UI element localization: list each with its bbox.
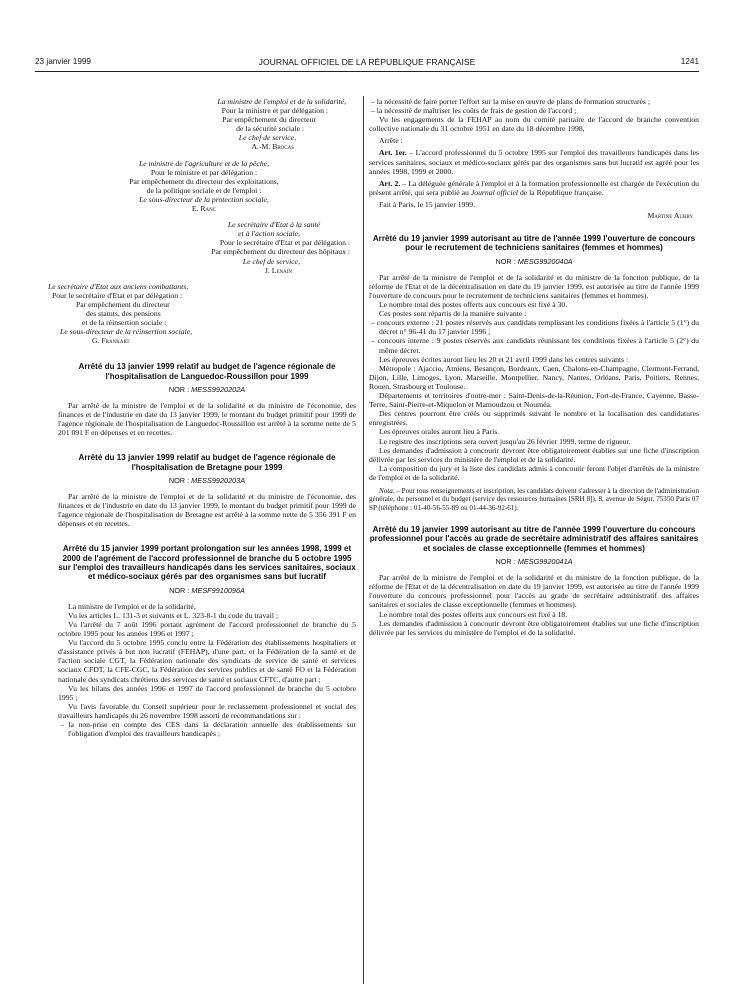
sig-line: Pour la ministre et par délégation :: [221, 106, 328, 116]
sig-name: E. Ranc: [191, 204, 217, 214]
sig-line: Le chef de service,: [238, 133, 296, 143]
paragraph: Le registre des inscriptions sera ouvert jusqu'au 26 février 1999, terme de rigueur.: [379, 436, 631, 446]
article-title: Arrêté du 13 janvier 1999 relatif au budget de l'agence régionale de l'hospitalisation de Bretagne pour 1999: [78, 453, 336, 472]
nor-label: NOR :: [169, 585, 190, 595]
nota-text: – Pour tous renseignements et inscription, les candidats doivent s'adresser à la direction de l'administration générale, du personnel et du budget (service des ressources humaines [SRH 8]), 8, avenue de Ségur, 75350 Paris 07 SP (téléphone : 01-40-56-55-89 ou 01-44-36-92-61).: [369, 486, 699, 512]
paragraph: Le nombre total des postes offerts aux concours est fixé à 30.: [379, 300, 568, 310]
article-2: [369, 179, 699, 197]
paragraph: Vu l'accord du 5 octobre 1995 conclu entre la Fédération des établissements hospitaliers et d'assistance privés à but non lucratif (FEHAP), d'une part, et la Fédération de la santé et de l'action sociale CGT, la Fédération nationale des syndicats de service de santé et services sociaux CFDT, la CFE-CGC, la Fédération des services publics et de santé FO et la Fédération nationale des syndicats chrétiens des services de santé et sociaux CFTC, d'autre part ;: [58, 638, 356, 684]
paragraph: Ces postes sont répartis de la manière suivante :: [379, 309, 527, 319]
nor-label: NOR :: [495, 256, 516, 266]
paragraph: Vu l'arrêté du 7 août 1996 portant agrément de l'accord professionnel de branche du 5 octobre 1995 pour les années 1996 et 1997 ;: [58, 619, 356, 639]
nor-code: MESG9920041A: [517, 557, 573, 567]
left-column: [48, 97, 356, 739]
nor-reference: [369, 557, 699, 566]
paragraph: Vu les articles L. 131-3 et suivants et L. 323-8-1 du code du travail ;: [68, 610, 279, 620]
sig-name: J. Lenain: [264, 265, 292, 275]
nor-reference: [58, 586, 356, 595]
sig-line: et à l'action sociale,: [238, 229, 300, 239]
sig-line: Le sous-directeur de la réinsertion sociale,: [60, 327, 193, 337]
article-title: Arrêté du 19 janvier 1999 autorisant au titre de l'année 1999 l'ouverture de concours pour le recrutement de techniciens sanitaires (femmes et hommes): [372, 234, 696, 253]
journal-officiel-italic: Journal officiel: [470, 187, 519, 197]
sig-line: Par empêchement du directeur des hôpitaux :: [211, 247, 350, 257]
nota-note: [369, 487, 699, 512]
sig-line: Pour le ministre et par délégation :: [150, 167, 258, 177]
sig-line: des statuts, des pensions: [86, 308, 161, 318]
signature-block-emploi: [58, 97, 356, 152]
paragraph: Vu les engagements de la FEHAP au nom du comité paritaire de l'accord de branche convention collective nationale du 31 octobre 1951 en date du 18 décembre 1998,: [369, 115, 699, 134]
nor-code: MESS9920203A: [191, 476, 246, 485]
paragraph: Vu l'avis favorable du Conseil supérieur pour le reclassement professionnel et social des travailleurs handicapés du 26 novembre 1998 assorti de recommandations sur :: [58, 701, 356, 720]
article-title: Arrêté du 19 janvier 1999 autorisant au titre de l'année 1999 l'ouverture du concours professionnel pour l'accès au grade de secrétaire administratif des affaires sanitaires et sociales de classe exceptionnelle (femmes et hommes): [369, 525, 699, 553]
sig-name: A.-M. Brocas: [251, 142, 294, 152]
column-divider: [363, 96, 364, 984]
sig-line: Le sous-directeur de la protection sociale,: [139, 194, 269, 204]
sig-line: et de la réinsertion sociale :: [82, 318, 167, 328]
running-header: [35, 57, 699, 71]
sig-line: Par empêchement du directeur: [222, 115, 316, 125]
sig-line: Le secrétaire d'Etat aux anciens combattants,: [48, 281, 189, 291]
paragraph: Les épreuves écrites auront lieu les 20 et 21 avril 1999 dans les centres suivants :: [379, 354, 629, 364]
signature-name: Martine Aubry: [647, 211, 693, 221]
article-label: Art. 2.: [379, 178, 401, 188]
article-1: [369, 148, 699, 175]
signature-block-agriculture: [52, 159, 356, 214]
sig-name: G. Frankart: [92, 336, 130, 346]
article-title: Arrêté du 13 janvier 1999 relatif au budget de l'agence régionale de l'hospitalisation de Languedoc-Roussillon pour 1999: [78, 362, 336, 381]
nor-code: MESF9910096A: [191, 585, 245, 595]
article-title: Arrêté du 15 janvier 1999 portant prolongation sur les années 1998, 1999 et 2000 de l'agrément de l'accord professionnel de branche du 5 octobre 1995 sur l'emploi des travailleurs handicapés dans les services sanitaires, sociaux et médico-sociaux gérés par des organismes sans but lucratif: [58, 544, 356, 582]
paragraph: Départements et territoires d'outre-mer : Saint-Denis-de-la-Réunion, Fort-de-France, Cayenne, Basse-Terre, Saint-Pierre-et-Miquelon et Mamoudzou et Nouméa.: [369, 391, 699, 410]
paragraph: Par arrêté de la ministre de l'emploi et de la solidarité et du ministre de la fonction publique, de la réforme de l'Etat et de la décentralisation en date du 19 janvier 1999, est autorisée au titre de l'année 1999 l'ouverture du concours professionnel pour l'accès au grade de secrétaire administratif des affaires sanitaires et sociales de classe exceptionnelle (femmes et hommes).: [369, 573, 699, 610]
arrete-label: Arrête :: [379, 136, 403, 146]
sig-line: Pour le secrétaire d'Etat et par délégation :: [219, 238, 350, 248]
paragraph: Les demandes d'admission à concourir devront être obligatoirement établies sur une fiche d'inscription délivrée par les services du ministère de l'emploi et de la solidarité.: [369, 618, 699, 637]
paragraph: Par arrêté de la ministre de l'emploi et de la solidarité et du ministre de la fonction publique, de la réforme de l'Etat et de la décentralisation en date du 19 janvier 1999, est autorisée au titre de l'année 1999 l'ouverture de concours pour le recrutement de techniciens sanitaires (femmes et hommes).: [369, 272, 699, 300]
nor-code: MESS9920202A: [191, 384, 246, 394]
paragraph: La ministre de l'emploi et de la solidarité,: [68, 601, 196, 611]
nota-label: Nota.: [379, 486, 395, 495]
paragraph: Des centres pourront être créés ou supprimés suivant le nombre et la localisation des candidatures enregistrées.: [369, 409, 699, 428]
nor-code: MESG9920040A: [517, 256, 573, 266]
list-item: – la non-prise en compte des CES dans la déclaration annuelle des établissements sur l'obligation d'emploi des travailleurs handicapés ;: [60, 719, 356, 739]
nor-label: NOR :: [168, 476, 190, 485]
list-item: – concours interne : 9 postes réservés aux candidats réunissant les conditions fixées à l'article 5 (2°) du même décret.: [371, 336, 699, 355]
sig-line: Par empêchement du directeur: [76, 299, 170, 309]
article-label: Art. 1er.: [379, 148, 407, 158]
sig-line: Le chef de service,: [242, 256, 300, 266]
header-rule: [35, 71, 699, 72]
list-item: – la nécessité de maîtriser les coûts de frais de gestion de l'accord ;: [371, 106, 577, 116]
header-page-number: 1241: [680, 57, 699, 66]
article-text: – La déléguée générale à l'emploi et à la formation professionnelle est chargée de l'exécution du présent arrêté, qui sera publié au: [369, 178, 700, 197]
article-body: Par arrêté de la ministre de l'emploi et de la solidarité et du ministre de l'économie, des finances et de l'industrie en date du 13 janvier 1999, le montant du budget primitif pour 1999 de l'agence régionale de l'hospitalisation de Languedoc-Roussillon est arrêté à la somme nette de 5 201 091 F en dépenses et en recettes.: [58, 401, 356, 438]
header-date: 23 janvier 1999: [35, 57, 91, 66]
sig-line: La ministre de l'emploi et de la solidarité,: [217, 97, 346, 106]
paragraph: Les épreuves orales auront lieu à Paris.: [379, 427, 500, 437]
paragraph: La composition du jury et la liste des candidats admis à concourir feront l'objet d'arrêtés de la ministre de l'emploi et de la solidarité.: [369, 463, 699, 482]
fait-line: Fait à Paris, le 15 janvier 1999.: [379, 199, 476, 209]
paragraph: Métropole : Ajaccio, Amiens, Besançon, Bordeaux, Caen, Chalons-en-Champagne, Clermont-Ferrand, Dijon, Lille, Limoges, Lyon, Marseille, Montpellier, Nancy, Nantes, Orléans, Paris, Poitiers, Rennes, Rouen, Strasbourg et Toulouse.: [369, 363, 699, 391]
signature-block-sante: [58, 220, 356, 275]
article-body: Par arrêté de la ministre de l'emploi et de la solidarité et du ministre de l'économie, des finances et de l'industrie en date du 13 janvier 1999, le montant du budget primitif pour 1999 de l'agence régionale de l'hospitalisation de Bretagne est arrêté à la somme nette de 5 356 391 F en dépenses et en recettes.: [58, 492, 356, 529]
sig-line: Par empêchement du directeur des exploitations,: [129, 176, 279, 186]
sig-line: Le secrétaire d'Etat à la santé: [227, 220, 320, 230]
paragraph: Le nombre total des postes offerts aux concours est fixé à 18.: [379, 609, 568, 619]
nor-label: NOR :: [168, 384, 190, 394]
list-item: – la nécessité de faire porter l'effort sur la mise en œuvre de plans de formation structurés ;: [371, 97, 650, 106]
paragraph: Vu les bilans des années 1996 et 1997 de l'accord professionnel de branche du 5 octobre 1995 ;: [58, 683, 356, 702]
sig-line: Pour le secrétaire d'Etat et par délégation :: [52, 290, 183, 300]
signature-block-anciens-combattants: [48, 282, 356, 346]
list-item: – concours externe : 21 postes réservés aux candidats remplissant les conditions fixées à l'article 5 (1°) du décret n° 96-41 du 17 janvier 1996 ;: [371, 318, 699, 337]
sig-line: de la politique sociale et de l'emploi :: [146, 185, 262, 195]
article-text: de la République française.: [518, 187, 604, 197]
paragraph: Les demandes d'admission à concourir devront être obligatoirement établies sur une fiche d'inscription délivrée par les services du ministère de l'emploi et de la solidarité.: [369, 445, 699, 464]
sig-line: de la sécurité sociale :: [236, 124, 304, 134]
header-journal-title: JOURNAL OFFICIEL DE LA RÉPUBLIQUE FRANÇAISE: [258, 57, 476, 67]
nor-label: NOR :: [495, 557, 516, 567]
nor-reference: [369, 257, 699, 266]
right-column: [369, 97, 699, 637]
sig-line: Le ministre de l'agriculture et de la pêche,: [138, 158, 270, 168]
nor-reference: [58, 476, 356, 485]
nor-reference: [58, 385, 356, 394]
article-text: – L'accord professionnel du 5 octobre 1995 sur l'emploi des travailleurs handicapés dans les services sanitaires, sociaux et médico-sociaux gérés par des organismes sans but lucratif est agréé pour les années 1998, 1999 et 2000.: [369, 148, 699, 176]
